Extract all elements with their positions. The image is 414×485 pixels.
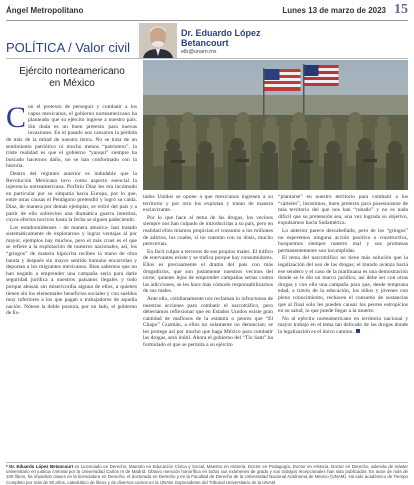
page-number: 15 [394, 2, 408, 17]
section-separator: / [64, 40, 76, 55]
author-name-line1: Dr. Eduardo López [181, 28, 261, 38]
author-email[interactable]: elb@unam.mx [181, 49, 217, 55]
author-byline [181, 28, 261, 55]
paragraph: Los estadounidenses - de manera abusiva- han tratado sistemáticamente de explotarnos y lograr ventajas al por mayor, ejemplos hay muchos, pero el más cruel es el que se refiere a la explotación de nuestros nacionales, así, los “gringos” de manera hipócrita reciben la mano de obra barata y después sin mayor sentido humano encarcelan y deportan a los migrantes mexicanos. Bien sabemos que no han negado a emprender una campaña seria para darle seguridad jurídica a nuestros paisanos ilegales y todo porque abusan sin misericordia alguna de ellos, a quienes tienen sin los elementales beneficios sociales y con sueldos muy inferiores a los que pagan a trabajadores de aquella nación. Nótese la doble postura, por un lado, el gobierno de Es- [6, 224, 137, 317]
paragraph: El tema del narcotráfico no tiene más solución que la legalización del uso de las drogas; el mundo avanza hacia ese sendero y el caso de la marihuana es una demostración donde se le dio un marco jurídico, así debe ser con otras drogas y con ello una campaña para que, desde temprana edad, a través de la educación, los niños y jóvenes con pleno conocimiento, rechacen el consumo de sustancias que al final solo les pueden causar los peores estropicios en su salud, lo que puede llegar a la muerte. [278, 255, 408, 315]
article-column-2 [143, 194, 273, 464]
article-column-3 [278, 194, 408, 464]
footnote-lead: * Dr. Eduardo López Betancourt [6, 464, 74, 469]
paragraph: on el pretexto de perseguir y combatir a los capos mexicanos, el gobierno norteamericano ha planteado que su ejército ingrese a nuestro país. Sin duda es un buen pretexto para nuevas invasiones. En el pasado nos causaron la pérdida de más de la mitad de nuestra tierra. No se trata de un sentimiento patriótico ni mucho menos “patriotero”, la triste realidad es que el gobierno “yanqui” siempre ha buscado hacernos daño, no se han conformado con la historia. [6, 104, 137, 170]
publication-name: Ángel Metropolitano [6, 6, 84, 15]
author-footnote [6, 464, 408, 485]
section-label[interactable] [6, 40, 130, 55]
section-rule [6, 58, 408, 59]
paragraph: tados Unidos se opone a que mexicanos ingresen a su territorio y por otro los explotan y tratan de manera esclavizante. [143, 194, 273, 214]
soldiers-with-flags-photo-icon [143, 60, 408, 190]
article-column-1 [6, 101, 137, 464]
top-rule [6, 20, 408, 21]
headline-line1: Ejército norteamericano [19, 66, 125, 77]
article-headline [16, 66, 128, 90]
headline-line2: en México [49, 78, 95, 89]
footnote-rule [6, 462, 408, 463]
footnote-text: es Licenciado en Derecho, Maestro en Educación Cívica y Social, Maestro en Historia, Doctor en Pedagogía, Doctor en Historia, Doctor en Derecho, además de máster universitario en justicia criminal por la Universidad Carlos III de Madrid. Obtuvo mención honorífica en todos sus exámenes de grado y sus trabajos recepcionales han sido publicados. Es autor de más de 100 libros, ha impartido clases en la licenciatura en Derecho, el doctorado en Derecho y en la Facultad de Derecho de la Universidad Nacional Autónoma de México (UNAM). Ha sido académico de Tiempo Completo por más de 50 años, catedrático de libros y de diversos cursos en la UNAM. Expresidente del Tribunal Universitario de la UNAM. [6, 464, 408, 485]
author-name-line2: Betancourt [181, 38, 229, 48]
paragraph: En fácil culpar a terceros de sus propios males. El tráfico de enervantes existe y se trafica porque hay consumidores. Ellos es precisamente el drama del país con más drogadictos, que son justamente nuestros vecinos del norte; quienes lejos de emprender campañas serias contra las adicciones, se les hace más cómodo responsabilizarnos de sus males. [143, 248, 273, 295]
section-primary: POLÍTICA [6, 40, 65, 55]
end-mark-icon [356, 329, 360, 333]
closing-paragraph-text: No al ejército norteamericano en territorio nacional y mayor trabajo en el tema tan delicado de las drogas donde la legalización es el único camino. [278, 315, 408, 335]
masthead [6, 3, 408, 21]
paragraph: Por lo que hace al tema de las drogas, los vecinos siempre nos han culpado de introducirlas a su país, pero en realidad ellos mismos propician el consumo a los millones de adictos, los cuales, si no cuentan con su dosis, mucho perecerían. [143, 214, 273, 248]
article-photo [143, 60, 408, 190]
drop-cap: C [6, 101, 27, 134]
paragraph: Lo anterior parece descabellado, pero de los “gringos” no esperemos ninguna acción positiva o constructiva, busquemos siempre nuestro mal y sus promesas permanentemente son incumplidas. [278, 227, 408, 254]
paragraph: Ante ello, cotidianamente nos reclaman lo infructuoso de nuestras acciones para combatir el narcotráfico, pero deberíamos reflexionar que en Estados Unidos existe gran cantidad de mafiosos de la estatura o peores que “El Chapo” Guzmán, a ellos no solamente no denuncian; se les protege así por mucho que haga México para combatir las drogas, será inútil. Ahora el gobierno del “Tío Sam” ha formulado el que se permita a su ejército [143, 295, 273, 349]
paragraph: “plantarse” en nuestro territorio para combatir a los “cárteles”, insistimos, buen pretexto para posesionarse de más territorio del que nos han “robado” y no es nada difícil que su pretensión sea, una vez lograda su objetivo, expulsarnos hacia Sudamérica. [278, 194, 408, 227]
paragraph: Dentro del régimen anterior es indudable que la Revolución Mexicana tuvo como aspecto esencial la injerencia norteamericana. Porfirio Díaz les era incómodo en particular por su simpatía hacia Europa, por lo que, entre otras causas el Pentágono pretendió y logró su caída. Díaz, de manera por demás ejemplar, se retiró del país y a partir de ello sobrevino una dramática guerra intestina, cuyos efectos nocivos hasta la fecha se siguen padeciendo. [6, 170, 137, 224]
author-photo [139, 23, 177, 58]
portrait-photo-icon [139, 23, 177, 58]
section-secondary: Valor civil [75, 40, 131, 55]
paragraph [278, 316, 408, 336]
issue-date: Lunes 13 de marzo de 2023 [282, 6, 386, 15]
